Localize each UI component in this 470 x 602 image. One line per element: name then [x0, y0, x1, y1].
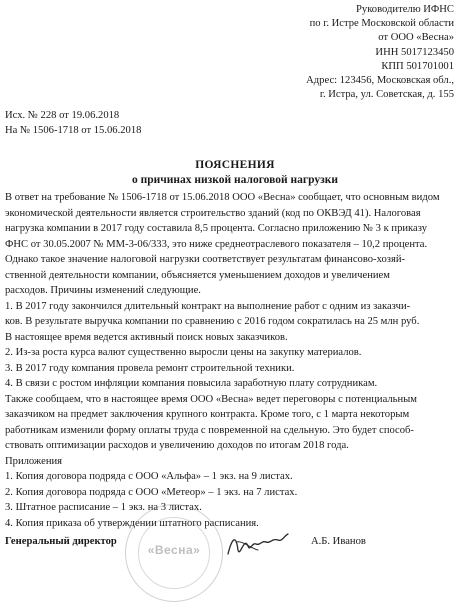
body-line: ствовать оптимизации расходов и увеличению доходов по итогам 2018 года.	[5, 440, 349, 451]
body-line: ФНС от 30.05.2007 № ММ-3-06/333, это ниже среднеотраслевого показателя – 10,2 процента.	[5, 238, 428, 250]
stamp-text: «Весна»	[147, 543, 201, 557]
handwritten-signature	[222, 528, 292, 564]
body-line: ственной деятельности компании, объясняется уменьшением доходов и увеличением	[5, 269, 390, 281]
addressee-line: Руководителю ИФНС	[356, 4, 454, 15]
signatory-position: Генеральный директор	[5, 536, 117, 547]
body-line: нагрузка компании в 2017 году составила 8,5 процента. Согласно приложению № 3 к приказу	[5, 223, 428, 234]
body-line: 1. В 2017 году закончился длительный контракт на выполнение работ с одним из заказчи-	[5, 300, 411, 312]
document-subtitle: о причинах низкой налоговой нагрузки	[132, 174, 338, 186]
reference-block	[5, 108, 141, 138]
addressee-block	[224, 3, 454, 102]
body-line: Также сообщаем, что в настоящее время ООО «Весна» ведет переговоры с потенциальным	[5, 393, 417, 405]
addressee-line: по г. Истре Московской области	[309, 18, 454, 30]
document-body	[5, 190, 461, 531]
attachment-item: 2. Копия договора подряда с ООО «Метеор» – 1 экз. на 7 листах.	[5, 486, 298, 498]
body-line: 2. Из-за роста курса валют существенно выросли цены на закупку материалов.	[5, 347, 362, 358]
attachment-item: 4. Копия приказа об утверждении штатного расписания.	[5, 517, 259, 529]
document-title: ПОЯСНЕНИЯ	[195, 159, 275, 171]
body-line: 3. В 2017 году компания провела ремонт строительной техники.	[5, 362, 295, 374]
addressee-line: КПП 501701001	[381, 60, 454, 72]
body-line: 4. В связи с ростом инфляции компания повысила заработную плату сотрудникам.	[5, 378, 378, 389]
body-line: заказчиком на предмет заключения крупного контракта. Кроме того, с 1 марта некоторым	[5, 409, 410, 420]
body-line: Однако такое значение налоговой нагрузки соответствует результатам финансово-хозяй-	[5, 254, 406, 265]
body-line: В ответ на требование № 1506-1718 от 15.06.2018 ООО «Весна» сообщает, что основным видом	[5, 192, 440, 203]
body-line: экономической деятельности является строительство зданий (код по ОКВЭД 41). Налоговая	[5, 207, 421, 219]
signatory-name: А.Б. Иванов	[311, 536, 366, 547]
attachments-heading: Приложения	[5, 455, 63, 467]
body-line: В настоящее время ведется активный поиск новых заказчиков.	[5, 331, 288, 343]
attachment-item: 1. Копия договора подряда с ООО «Альфа» – 1 экз. на 9 листах.	[5, 471, 293, 482]
body-line: ков. В результате выручка компании по сравнению с 2016 годом сократилась на 25 млн руб.	[5, 316, 420, 327]
addressee-line: от ООО «Весна»	[378, 32, 454, 44]
body-line: работникам изменили форму оплаты труда с повременной на сдельную. Это будет способ-	[5, 424, 414, 436]
addressee-line: г. Истра, ул. Советская, д. 155	[319, 89, 454, 101]
attachment-item: 3. Штатное расписание – 1 экз. на 3 листах.	[5, 502, 202, 513]
addressee-line: Адрес: 123456, Московская обл.,	[306, 75, 454, 87]
incoming-number: На № 1506-1718 от 15.06.2018	[5, 125, 142, 136]
outgoing-number: Исх. № 228 от 19.06.2018	[5, 110, 120, 121]
addressee-line: ИНН 5017123450	[375, 46, 454, 58]
body-line: расходов. Причины изменений следующие.	[5, 285, 201, 296]
document-title-block	[0, 158, 470, 188]
